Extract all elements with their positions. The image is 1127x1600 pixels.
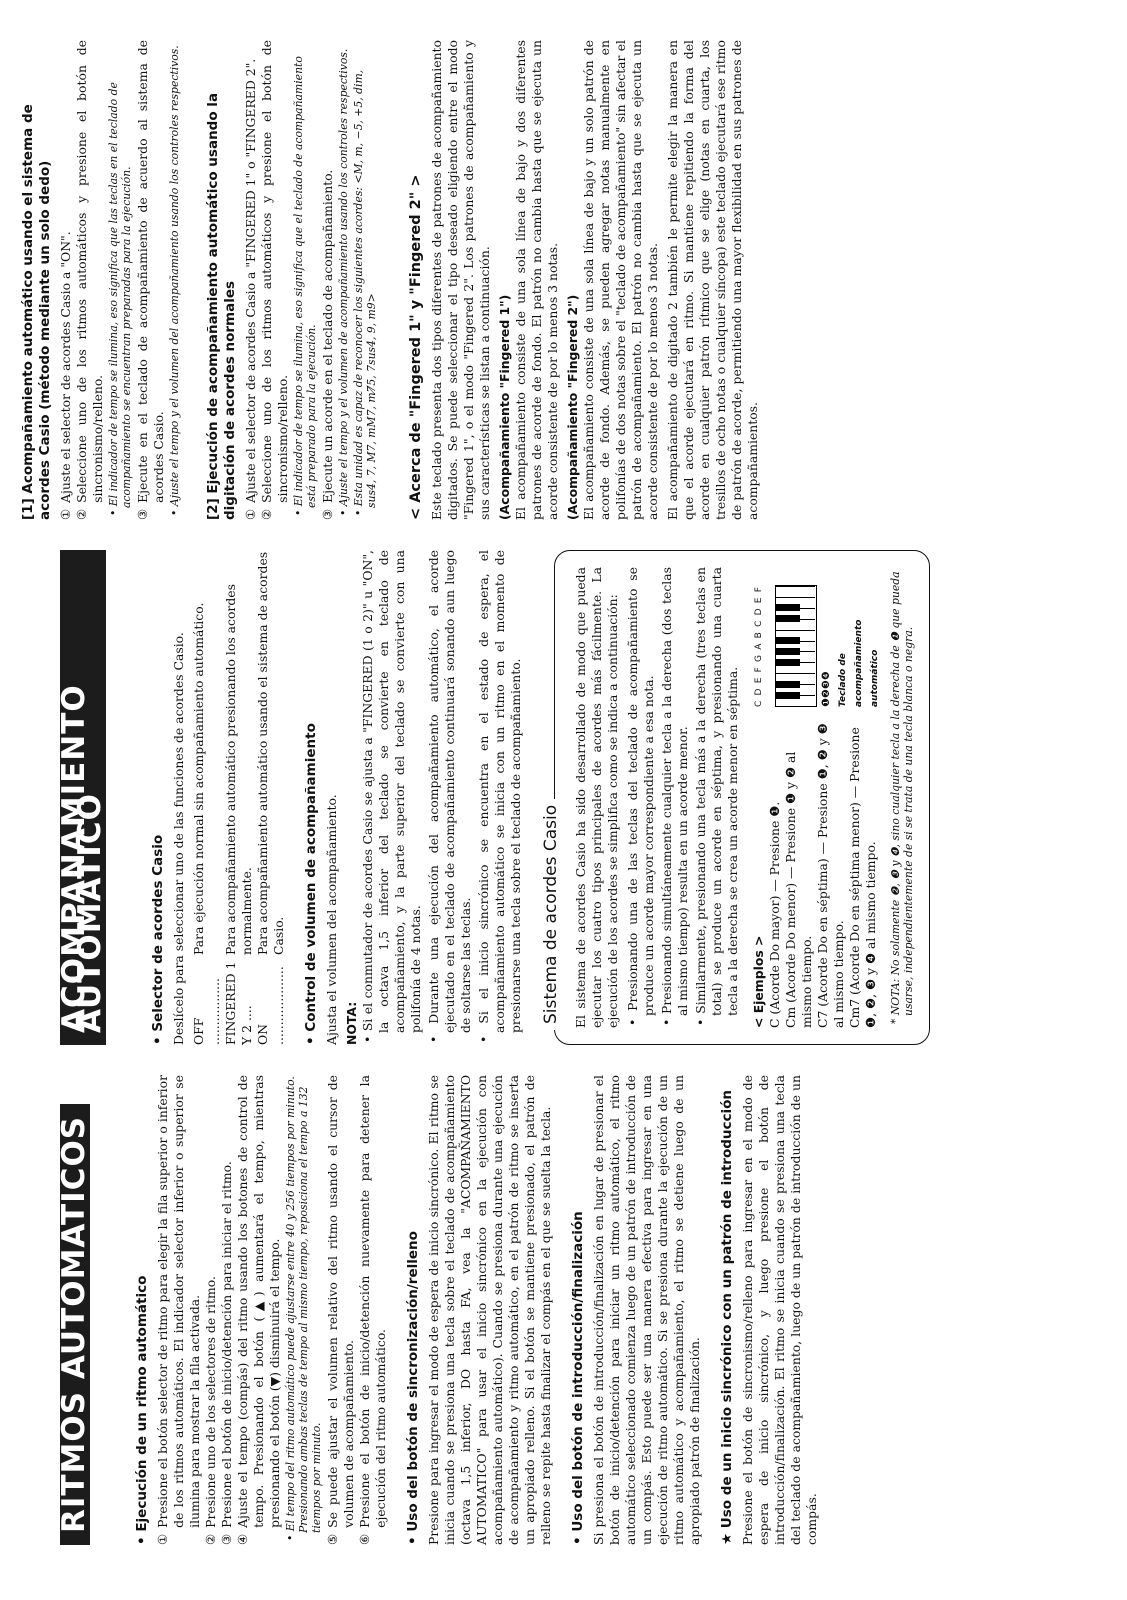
steps-ejecucion-ritmo [155, 1075, 283, 1545]
step-number: ② [74, 508, 89, 520]
banner-acompanamiento-automatico: ACOMPAÑAMIENTO AUTOMATICO [60, 550, 106, 1045]
step-number: ① [155, 1533, 170, 1545]
section-title-ejecucion-ritmo: • Ejecución de un ritmo automático [134, 1275, 150, 1545]
text-volumen: Ajusta el volumen del acompañamiento. [324, 794, 339, 1045]
section-title-digitacion-normal: [2] Ejecución de acompañamiento automático usando la digitación de acordes normales [205, 92, 238, 520]
step-text: Ejecute un acorde en el teclado de acompañamiento. [320, 169, 335, 503]
step-number: ② [259, 508, 274, 520]
section-title-introduccion: • Uso del botón de introducción/finalización [570, 1211, 586, 1545]
step-text: Ajuste el selector de acordes Casio a "FINGERED 1" o "FINGERED 2". [243, 58, 258, 503]
note-acordes-reconocidos: • Esta unidad es capaz de reconocer los siguientes acordes: <M, m, −5, +5, dim, sus4, 7, M7, mM7, m7̸5, 7sus4, 9, m9> [352, 69, 378, 516]
note-tempo: • El tempo del ritmo automático puede ajustarse entre 40 y 256 tiempos por minuto. Presionando ambas teclas de tempo al mismo tiempo, reposiciona el tempo a 132 tiempos por minuto. [284, 1076, 323, 1541]
step-item [357, 1075, 389, 1545]
step-item [235, 1075, 283, 1545]
banner-ritmos-automaticos: RITMOS AUTOMATICOS [60, 1104, 90, 1545]
keyboard-letter: D [754, 608, 764, 616]
note-ajuste-tempo-1: • Ajuste el tempo y el volumen del acompañamiento usando los controles respectivos. [168, 45, 181, 516]
fingered1-title: (Acompañamiento "Fingered 1") [497, 294, 512, 520]
box-note: * NOTA: No solamente ❷, ❸ y ❹, sino cualquier tecla a la derecha de ❶ que pueda usarse, independientemente de si se trata de una tecla blanca o negra. [889, 571, 915, 1024]
sistema-acordes-box [541, 550, 930, 1045]
selector-options-list [191, 550, 287, 1045]
examples-title: < Ejemplos > [751, 935, 766, 1028]
selector-option-desc: Para ejecución normal sin acompañamiento automático. [191, 602, 206, 955]
black-key [776, 648, 800, 655]
example-line: Cm (Acorde Do menor) — Presione ❶ y ❷ al mismo tiempo. [783, 751, 814, 1028]
black-key [776, 681, 800, 688]
nota-item: • Si el inicio sincrónico se encuentra en el estado de espera, el acompañamiento automático se inicia con un ritmo en el momento de presionarse una tecla sobre el teclado de acompañamiento. [476, 550, 523, 1043]
step-number: ③ [135, 508, 150, 520]
step-number: ⑥ [357, 1533, 372, 1545]
example-line: C7 (Acorde Do en séptima) — Presione ❶, ❷ y ❸ al mismo tiempo. [815, 723, 846, 1028]
text-fingered-intro: Este teclado presenta dos tipos diferentes de patrones de acompañamiento digitados. Se puede seleccionar el tipo deseado eligiendo entre el modo "Fingered 1", o el modo "Fingered 2". Los patrones de acompañamiento y sus características se listan a continuación. [429, 40, 492, 520]
box-intro: El sistema de acordes Casio ha sido desarrollado de modo que pueda ejecutar los cuatro tipos principales de acordes más fácilmente. La ejecución de los acordes se simplifica como se indica a continuación: [573, 567, 620, 1028]
keyboard-letter: B [754, 632, 764, 639]
step-text: Seleccione uno de los ritmos automáticos y presione el botón de sincronismo/relleno. [74, 40, 105, 503]
selector-option-key: OFF ................. [191, 978, 222, 1045]
step-number: ③ [219, 1533, 234, 1545]
step-text: Presione el botón de inicio/detención para iniciar el ritmo. [219, 1161, 234, 1528]
step-text: Ejecute en el teclado de acompañamiento de acuerdo al sistema de acordes Casio. [135, 40, 166, 503]
selector-option-key: FINGERED 1 Y 2 .... [223, 961, 254, 1045]
black-key [776, 637, 800, 644]
step-text: Ajuste el selector de acordes Casio a "ON". [58, 231, 73, 503]
black-key [776, 659, 800, 666]
step-3-metodo-un-dedo [135, 40, 167, 520]
keyboard-letter: E [754, 597, 764, 604]
selector-option [223, 550, 255, 1045]
box-title: Sistema de acordes Casio [543, 799, 559, 1030]
step-text: Presione el botón de inicio/detención nuevamente para detener la ejecución del ritmo automático. [357, 1075, 388, 1528]
text-introduccion: Si presiona el botón de introducción/finalización en lugar de presionar el botón de inicio/detención para iniciar un ritmo automático, el ritmo automático seleccionado comienza luego de un patrón de introducción de un compás. Esto puede ser una manera efectiva para ingresar en una ejecución de ritmo automático. Si se presiona durante la ejecución de un ritmo automático y acompañamiento, el ritmo se detiene luego de un apropiado patrón de finalización. [591, 1075, 702, 1545]
step-text: Ajuste el tempo (compás) del ritmo usando los botones de control de tempo. Presionando el botón (▲) aumentará el tempo, mientras presionando el botón (▼) disminuirá el tempo. [235, 1075, 282, 1528]
step-number: ① [58, 508, 73, 520]
step-text: Seleccione uno de los ritmos automáticos y presione el botón de sincronismo/relleno. [259, 40, 290, 503]
black-key [776, 604, 800, 611]
step-text: Se puede ajustar el volumen relativo del ritmo usando el cursor de volumen de acompañamiento. [325, 1075, 356, 1528]
box-item: • Similarmente, presionando una tecla más a la derecha (tres teclas en total) se produce un acorde en séptima, y presionando una cuarta tecla a la derecha se crea un acorde menor en séptima. [693, 567, 740, 1026]
step-number: ④ [235, 1533, 250, 1545]
example-line: Cm7 (Acorde Do en séptima menor) — Presione ❶, ❷, ❸ y ❹ al mismo tiempo. [847, 727, 878, 1028]
step-item [259, 40, 291, 520]
steps-ejecucion-ritmo-2 [325, 1075, 389, 1545]
keyboard-letter: C [754, 620, 764, 627]
column-ritmos-automaticos [56, 1075, 824, 1545]
fingered2-text: El acompañamiento consiste de una sola línea de bajo y un solo patrón de acorde de fondo. Además, se pueden agregar notas manualmente en polifonías de dos notas sobre el "teclado de acompañamiento" sin afectar el patrón de acompañamiento. El patrón no cambia hasta que se ejecuta un acorde consistente de por lo menos 3 notas. [581, 40, 660, 520]
note-ajuste-tempo-2: • Ajuste el tempo y el volumen de acompañamiento usando los controles respectivos. [337, 48, 350, 516]
section-title-selector-acordes: • Selector de acordes Casio [150, 834, 166, 1045]
keyboard-letter: A [754, 643, 764, 650]
step-number: ② [203, 1533, 218, 1545]
text-inicio-sincronico: Presione el botón de sincronismo/relleno para ingresar en el modo de espera de inicio sincrónico, y luego presione el botón de introducción/finalización. El ritmo se inicia cuando se presiona una tecla del teclado de acompañamiento, luego de un patrón de introducción de un compás. [740, 1075, 819, 1545]
column-ejecucion-acompanamiento [20, 40, 765, 520]
step-number: ① [243, 508, 258, 520]
text-selector-intro: Deslícelo para seleccionar uno de las funciones de acordes Casio. [171, 632, 186, 1045]
note-indicador-tempo-1: • El indicador de tempo se ilumina, eso significa que las teclas en el teclado de acompañamiento se encuentran preparadas para la ejecución. [107, 82, 133, 516]
step-number: ③ [320, 508, 335, 520]
selector-option [255, 550, 287, 1045]
section-title-volumen: • Control de volumen de acompañamiento [303, 723, 319, 1045]
nota-item: • Si el conmutador de acordes Casio se ajusta a "FINGERED (1 o 2)" u "ON", la octava 1,5 inferior del teclado se convierte en teclado de acompañamiento, y la parte superior del teclado se convierte con una polifonía de 4 notas. [360, 550, 423, 1043]
step-item [325, 1075, 357, 1545]
black-key [776, 615, 800, 622]
selector-option-desc: Para acompañamiento automático usando el sistema de acordes Casio. [255, 551, 286, 955]
step-item [219, 1075, 235, 1545]
nota-item: • Durante una ejecución del acompañamiento automático, el acorde ejecutado en el teclado de acompañamiento continuará sonando aun luego de soltarse las teclas. [426, 550, 473, 1043]
fingered1-text: El acompañamiento consiste de una sola línea de bajo y dos diferentes patrones de acorde de fondo. El patrón no cambia hasta que se ejecuta un acorde consistente de por lo menos 3 notas. [513, 40, 560, 520]
nota-list [360, 550, 524, 1045]
box-item: • Presionando una de las teclas del teclado de acompañamiento se produce un acorde mayor correspondiente a esa nota. [625, 567, 656, 1026]
step-item [203, 1075, 219, 1545]
box-item: • Presionando simultáneamente cualquier tecla a la derecha (dos teclas al mismo tiempo) resulta en un acorde menor. [659, 567, 690, 1026]
keyboard-letter: E [754, 677, 764, 684]
examples-text [751, 717, 883, 1028]
keyboard-letters [751, 587, 767, 707]
box-items-list [625, 567, 741, 1028]
keyboard-letter: D [754, 688, 764, 696]
selector-option-key: ON .................... [255, 966, 286, 1045]
black-key [776, 692, 800, 699]
step-text: Presione el botón selector de ritmo para elegir la fila superior o inferior de los ritmos automáticos. El indicador selector inferior o superior se ilumina para mostrar la fila activada. [155, 1075, 202, 1528]
section-title-metodo-un-dedo: [1] Acompañamiento automático usando el sistema de acordes Casio (método mediante un solo dedo) [20, 104, 53, 520]
step-item [74, 40, 106, 520]
keyboard-caption: Teclado de acompañamiento automático [838, 619, 880, 707]
selector-option [191, 550, 223, 1045]
note-indicador-tempo-2: • El indicador de tempo se ilumina, eso significa que el teclado de acompañamiento está preparado para la ejecución. [292, 56, 318, 516]
keyboard-keys-icon [775, 585, 817, 707]
section-title-inicio-sincronico: ★ Uso de un inicio sincrónico con un patrón de introducción [719, 1089, 735, 1545]
keyboard-letter: F [754, 667, 764, 673]
text-sincronizacion: Presione para ingresar el modo de espera de inicio sincrónico. El ritmo se inicia cuando se presiona una tecla sobre el teclado de acompañamiento (octava 1,5 inferior, DO hasta FA, vea la "ACOMPAÑAMIENTO AUTOMATICO" para usar el inicio sincrónico en la ejecución con acompañamiento automático). Cuando se presiona durante una ejecución de acompañamiento y ritmo automático, en el patrón de ritmo se inserta un apropiado relleno. Si el botón se mantiene presionado, el patrón de relleno se repite hasta finalizar el compás en el que se suelta la tecla. [426, 1075, 553, 1545]
column-acompanamiento-automatico [56, 550, 930, 1045]
nota-label: NOTA: [344, 1001, 359, 1045]
steps-metodo-un-dedo [58, 40, 106, 520]
section-title-fingered: < Acerca de "Fingered 1" y "Fingered 2" > [408, 174, 424, 520]
keyboard-dots: ❶❷❸❹ [821, 671, 832, 707]
keyboard-letter: F [754, 587, 764, 593]
step-3-digitacion-normal [320, 40, 336, 520]
step-item [243, 40, 259, 520]
examples-section [751, 567, 883, 1028]
fingered2-text-2: El acompañamiento de digitado 2 también le permite elegir la manera en que el acorde ejecutará en ritmo. Si mantiene repitiendo la forma del acorde en cualquier patrón rítmico que se elige (notas en cuarta, los tresillos de ocho notas o cualquier síncopa) este teclado ejecutará ese ritmo de patrón de acorde, permitiendo una mayor flexibilidad en sus patrones de acompañamientos. [665, 40, 760, 520]
fingered2-title: (Acompañamiento "Fingered 2") [565, 294, 580, 520]
steps-digitacion-normal [243, 40, 291, 520]
example-line: C (Acorde Do mayor) — Presione ❶. [767, 801, 782, 1028]
step-item [155, 1075, 203, 1545]
white-key [776, 586, 815, 597]
step-number: ⑤ [325, 1533, 340, 1545]
step-item [58, 40, 74, 520]
keyboard-diagram [751, 567, 883, 707]
selector-option-desc: Para acompañamiento automático presionando los acordes normalmente. [223, 584, 254, 955]
examples-list [767, 717, 879, 1028]
step-text: Presione uno de los selectores de ritmo. [203, 1276, 218, 1528]
keyboard-letter: G [754, 654, 764, 662]
section-title-sincronizacion: • Uso del botón de sincronización/relleno [405, 1231, 421, 1545]
keyboard-letter: C [754, 700, 764, 707]
